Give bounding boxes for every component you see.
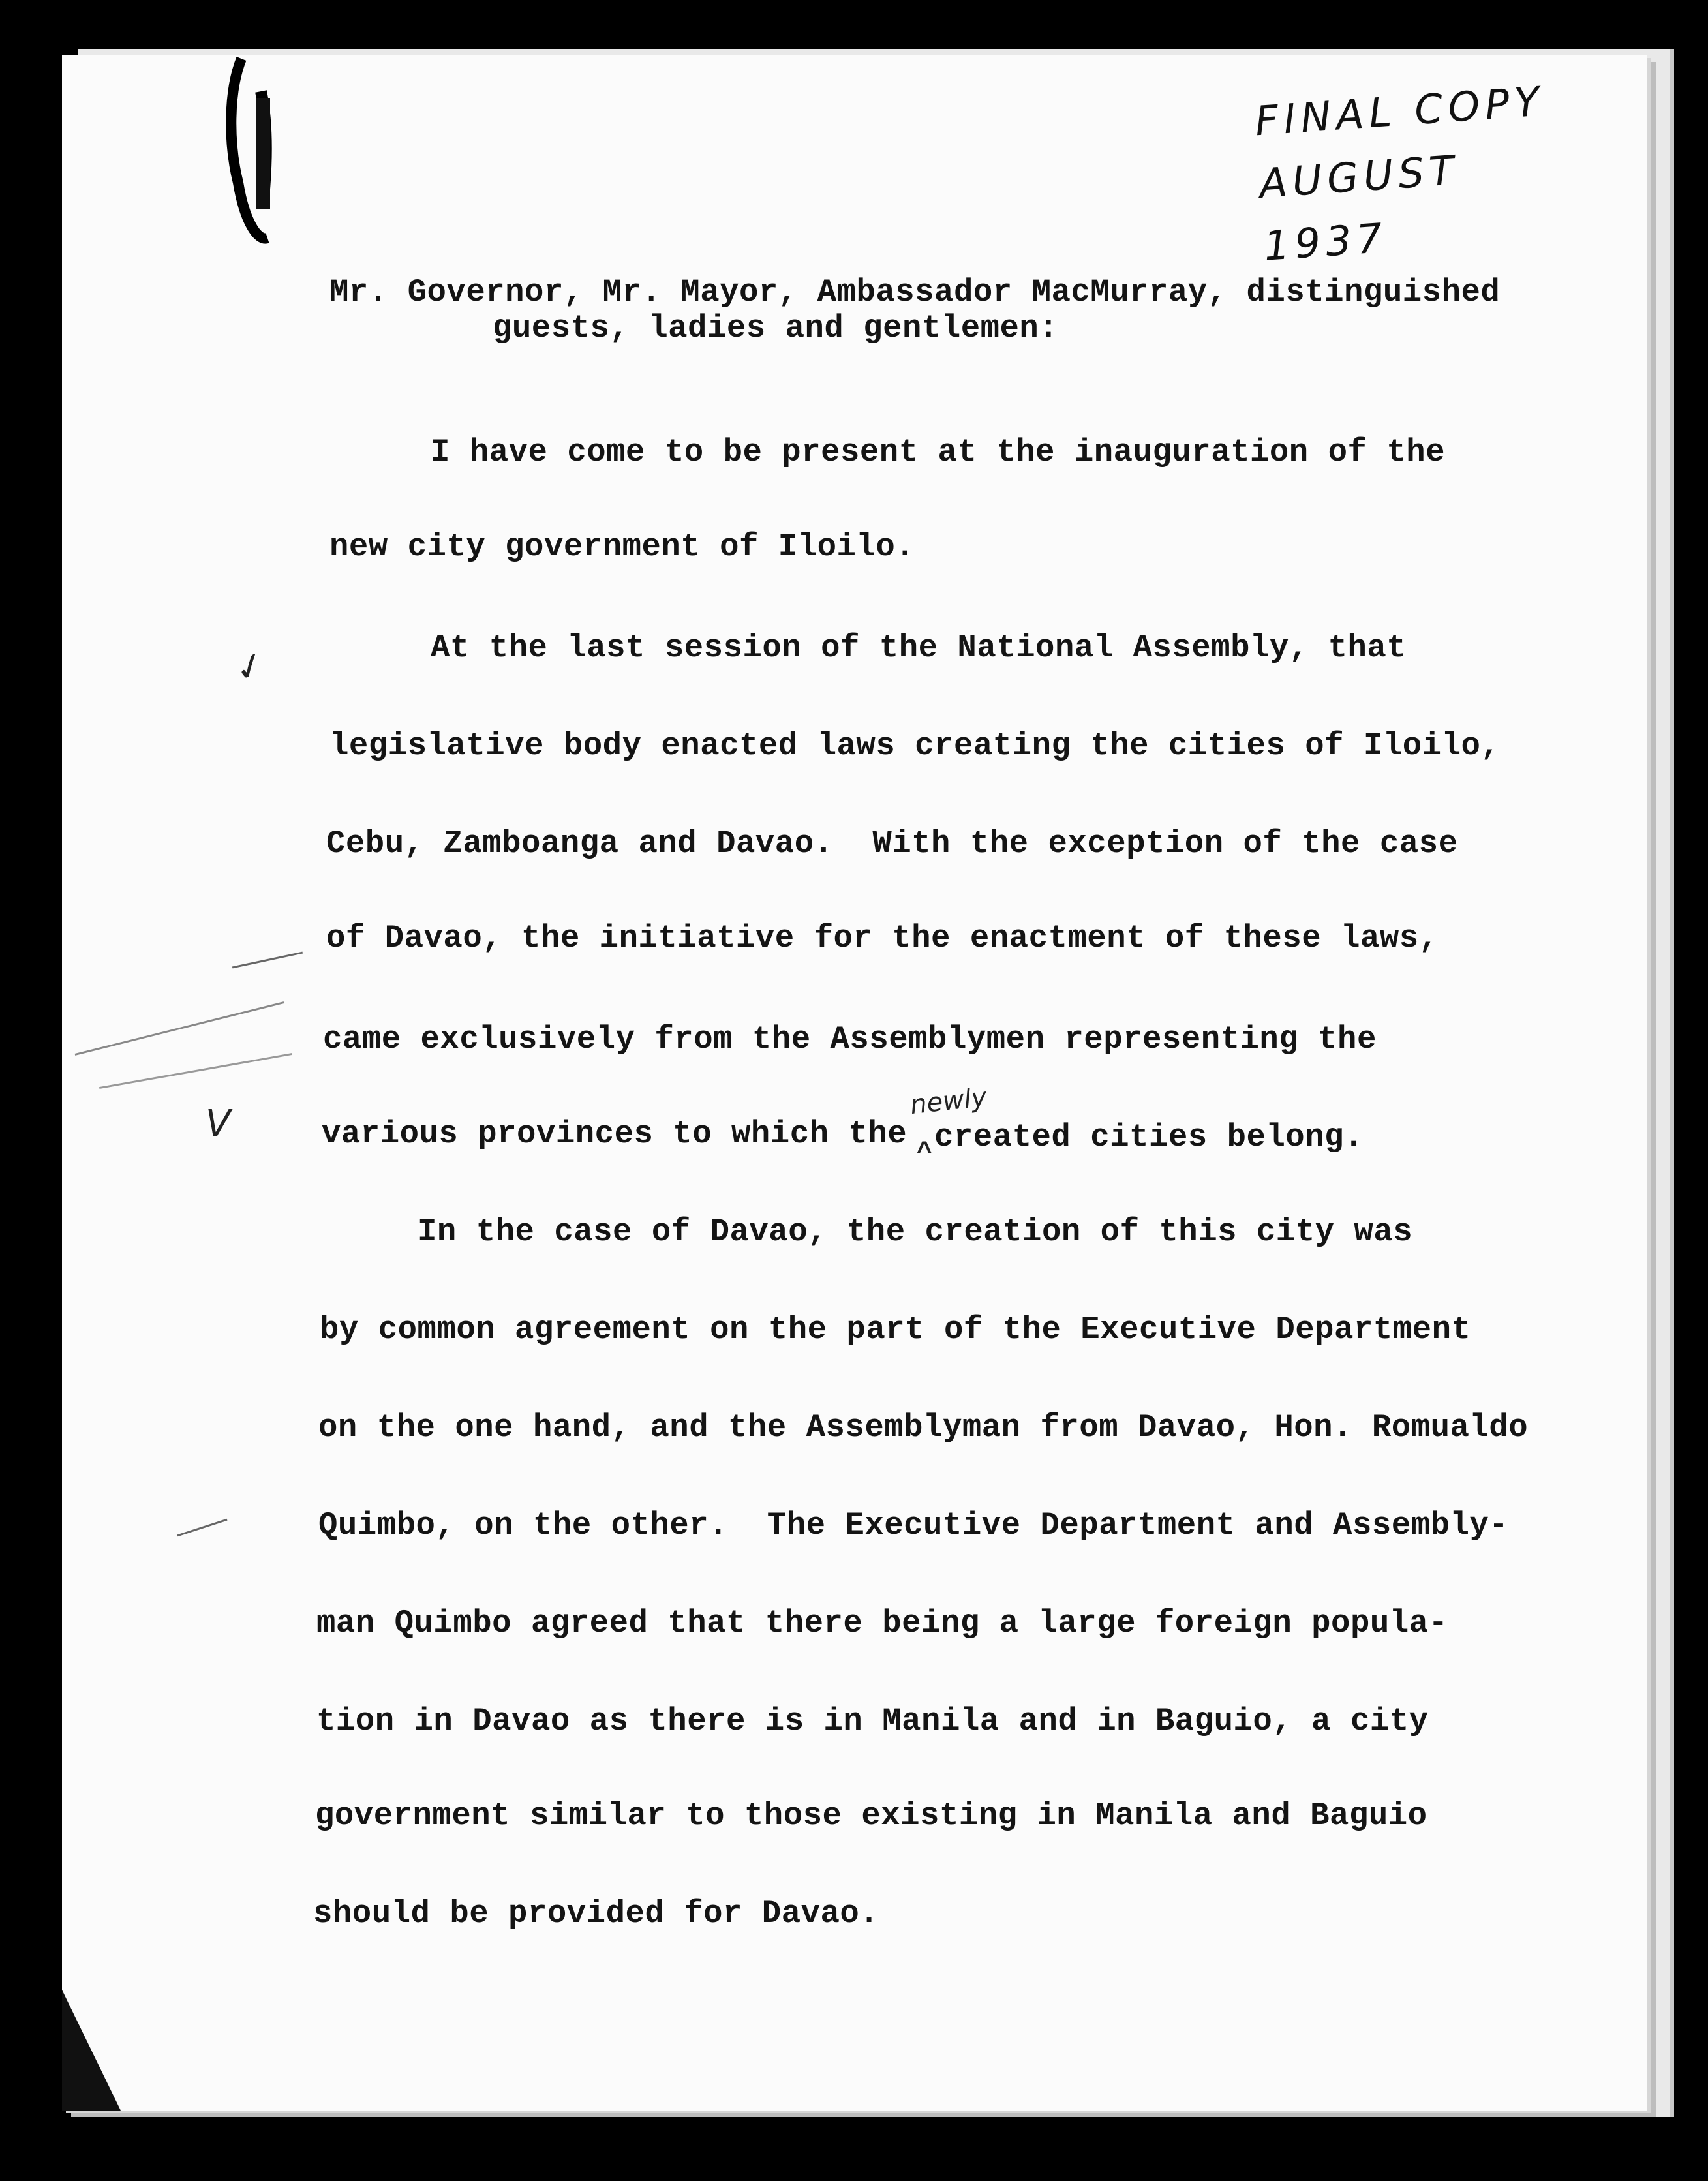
handwritten-insert: newly — [908, 1082, 988, 1121]
body-line-8a: various provinces to which the — [322, 1116, 907, 1152]
salutation-line-1: Mr. Governor, Mr. Mayor, Ambassador MacMurray, distinguished — [329, 274, 1501, 311]
body-line-13: man Quimbo agreed that there being a large foreign popula- — [316, 1605, 1448, 1641]
handwritten-note-line-2: AUGUST 1937 — [1258, 145, 1461, 270]
insertion-caret: ^ — [917, 1138, 933, 1168]
salutation-line-2: guests, ladies and gentlemen: — [493, 310, 1059, 346]
body-line-3: At the last session of the National Assembly, that — [431, 630, 1407, 666]
margin-check-mark-1: ✓ — [228, 641, 272, 693]
staple-icon — [222, 52, 281, 248]
body-line-10: by common agreement on the part of the Executive Department — [320, 1311, 1471, 1348]
body-line-15: government similar to those existing in Manila and Baguio — [315, 1797, 1427, 1834]
body-line-11: on the one hand, and the Assemblyman from Davao, Hon. Romualdo — [318, 1409, 1529, 1446]
body-line-2: new city government of Iloilo. — [329, 528, 915, 565]
body-line-5: Cebu, Zamboanga and Davao. With the exception of the case — [326, 825, 1458, 862]
body-line-12: Quimbo, on the other. The Executive Department and Assembly- — [318, 1507, 1509, 1544]
body-line-7: came exclusively from the Assemblymen representing the — [323, 1021, 1377, 1058]
body-line-8b: created cities belong. — [934, 1119, 1364, 1155]
body-line-1: I have come to be present at the inauguration of the — [431, 434, 1446, 470]
body-line-16: should be provided for Davao. — [313, 1895, 879, 1932]
handwritten-annotation — [1253, 67, 1605, 278]
body-line-4: legislative body enacted laws creating the cities of Iloilo, — [329, 727, 1501, 764]
handwritten-note-line-1: FINAL COPY — [1253, 77, 1546, 145]
body-line-14: tion in Davao as there is in Manila and in Baguio, a city — [316, 1703, 1429, 1739]
folded-corner — [62, 1990, 121, 2111]
margin-check-mark-2: V — [206, 1103, 231, 1145]
body-line-9: In the case of Davao, the creation of this city was — [418, 1213, 1413, 1250]
body-line-6: of Davao, the initiative for the enactment of these laws, — [326, 920, 1439, 956]
